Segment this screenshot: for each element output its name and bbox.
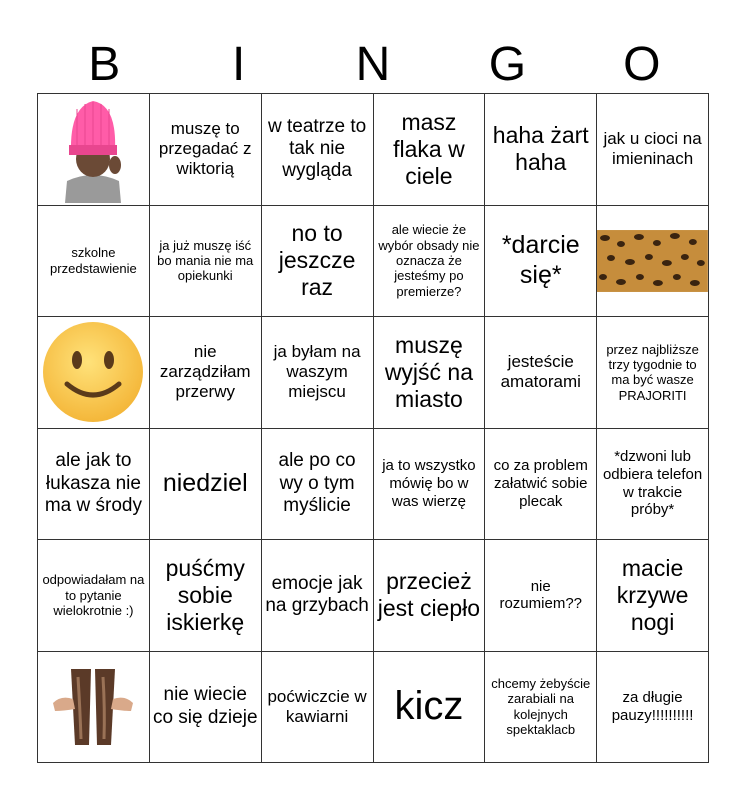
- bingo-cell[interactable]: nie zarządziłam przerwy: [150, 317, 262, 429]
- bingo-cell[interactable]: muszę wyjść na miasto: [374, 317, 486, 429]
- bingo-cell[interactable]: masz flaka w ciele: [374, 94, 486, 206]
- bingo-cell[interactable]: macie krzywe nogi: [597, 540, 709, 652]
- bingo-grid: [37, 93, 709, 763]
- bingo-cell[interactable]: jak u cioci na imieninach: [597, 94, 709, 206]
- bingo-cell-smiley[interactable]: [38, 317, 150, 429]
- pink-beanie-image: [55, 95, 131, 203]
- bingo-cell[interactable]: *darcie się*: [485, 206, 597, 318]
- bingo-cell[interactable]: przez najbliższe trzy tygodnie to ma być wasze PRAJORITI: [597, 317, 709, 429]
- bingo-cell[interactable]: haha żart haha: [485, 94, 597, 206]
- bingo-cell[interactable]: ale wiecie że wybór obsady nie oznacza że jesteśmy po premierze?: [374, 206, 486, 318]
- bingo-cell[interactable]: *dzwoni lub odbiera telefon w trakcie próby*: [597, 429, 709, 541]
- leopard-print-image: [597, 230, 708, 292]
- bingo-cell[interactable]: niedziel: [150, 429, 262, 541]
- title-letter-n: N: [355, 38, 391, 91]
- bingo-cell[interactable]: kicz: [374, 652, 486, 764]
- bingo-cell-pink-beanie[interactable]: [38, 94, 150, 206]
- bingo-cell-tights-legs[interactable]: [38, 652, 150, 764]
- bingo-cell[interactable]: puśćmy sobie iskierkę: [150, 540, 262, 652]
- bingo-cell[interactable]: poćwiczcie w kawiarni: [262, 652, 374, 764]
- title-letter-g: G: [488, 38, 527, 91]
- tights-legs-image: [45, 669, 141, 745]
- bingo-cell[interactable]: ja to wszystko mówię bo w was wierzę: [374, 429, 486, 541]
- bingo-cell[interactable]: ja byłam na waszym miejscu: [262, 317, 374, 429]
- bingo-cell[interactable]: w teatrze to tak nie wygląda: [262, 94, 374, 206]
- bingo-cell[interactable]: szkolne przedstawienie: [38, 206, 150, 318]
- bingo-cell[interactable]: jesteście amatorami: [485, 317, 597, 429]
- bingo-cell[interactable]: ja już muszę iść bo mania nie ma opiekunki: [150, 206, 262, 318]
- title-letter-i: I: [231, 38, 246, 91]
- bingo-cell[interactable]: emocje jak na grzybach: [262, 540, 374, 652]
- bingo-cell-leopard-print[interactable]: [597, 206, 709, 318]
- bingo-cell[interactable]: odpowiadałam na to pytanie wielokrotnie :): [38, 540, 150, 652]
- bingo-cell[interactable]: nie rozumiem??: [485, 540, 597, 652]
- bingo-cell[interactable]: co za problem załatwić sobie plecak: [485, 429, 597, 541]
- bingo-cell[interactable]: chcemy żebyście zarabiali na kolejnych spektaklacb: [485, 652, 597, 764]
- bingo-cell[interactable]: za długie pauzy!!!!!!!!!!: [597, 652, 709, 764]
- bingo-cell[interactable]: no to jeszcze raz: [262, 206, 374, 318]
- bingo-title: [37, 38, 709, 92]
- smiley-face-icon: [41, 320, 145, 424]
- bingo-cell[interactable]: przecież jest ciepło: [374, 540, 486, 652]
- bingo-cell[interactable]: ale po co wy o tym myślicie: [262, 429, 374, 541]
- bingo-cell[interactable]: muszę to przegadać z wiktorią: [150, 94, 262, 206]
- title-letter-o: O: [623, 38, 661, 91]
- title-letter-b: B: [88, 38, 121, 91]
- bingo-cell[interactable]: ale jak to łukasza nie ma w środy: [38, 429, 150, 541]
- bingo-cell[interactable]: nie wiecie co się dzieje: [150, 652, 262, 764]
